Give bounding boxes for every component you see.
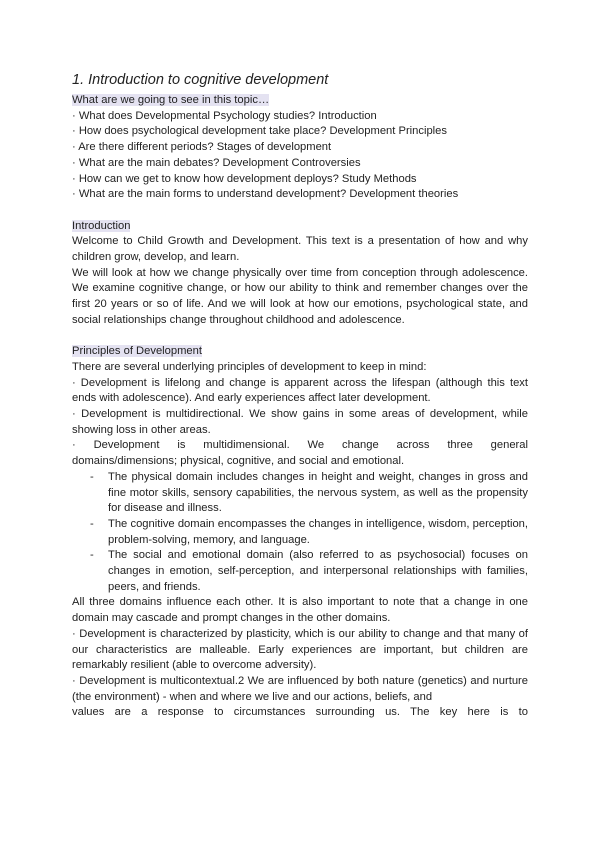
intro-paragraph: Welcome to Child Growth and Development. This text is a presentation of how and why children grow, develop, and learn.: [72, 235, 528, 264]
principles-heading: [72, 344, 528, 360]
topic-item: · What does Developmental Psychology studies? Introduction: [72, 109, 377, 122]
influence-paragraph: All three domains influence each other. It is also important to note that a change in one domain may cascade and prompt changes in the other domains.: [72, 596, 528, 625]
principles-lead: There are several underlying principles of development to keep in mind:: [72, 360, 427, 373]
principle-bullet-line: values are a response to circumstances surrounding us. The key here is to: [72, 706, 528, 719]
page-title: 1. Introduction to cognitive development: [72, 72, 329, 88]
topic-item: · What are the main debates? Development Controversies: [72, 156, 361, 169]
principle-bullet: · Development is lifelong and change is apparent across the lifespan (although this text ends with adolescence). And early experiences affect later development.: [72, 376, 528, 405]
topic-item: · How does psychological development take place? Development Principles: [72, 125, 447, 138]
intro-heading-text: Introduction: [72, 219, 131, 232]
principle-bullet: · Development is multicontextual.2 We are influenced by both nature (genetics) and nurture (the environment) - when and where we live and our actions, beliefs, and: [72, 674, 528, 703]
topic-heading: [72, 93, 528, 109]
domain-item: [72, 470, 528, 517]
principles-heading-text: Principles of Development: [72, 345, 202, 358]
dash-marker: -: [90, 549, 94, 562]
domain-item: [72, 517, 528, 548]
topic-list: [72, 109, 528, 203]
domain-text: The physical domain includes changes in height and weight, changes in gross and fine motor skills, sensory capabilities, the nervous system, as well as the propensity for disease and illness.: [108, 470, 528, 515]
intro-paragraph: We will look at how we change physically over time from conception through adolescence. We examine cognitive change, or how our ability to think and remember changes over the first 20 years or so of life. And we will look at how our emotions, psychological state, and social relationships change throughout childhood and adolescence.: [72, 266, 528, 326]
principle-bullet: · Development is multidirectional. We show gains in some areas of development, while showing loss in other areas.: [72, 408, 528, 436]
domain-item: [72, 548, 528, 595]
domain-list: [72, 470, 528, 596]
principle-bullet: · Development is characterized by plasticity, which is our ability to change and that many of our characteristics are malleable. Early experiences are important, but children are remarkably resilient (able to overcome adversity).: [72, 627, 528, 672]
dash-marker: -: [90, 517, 94, 530]
spacer: [72, 203, 528, 219]
principle-bullet-line: domains/dimensions; physical, cognitive, and social and emotional.: [72, 455, 405, 468]
topic-item: · Are there different periods? Stages of development: [72, 141, 332, 154]
domain-text: The social and emotional domain (also referred to as psychosocial) focuses on changes in emotion, self-perception, and interpersonal relationships with families, peers, and friends.: [108, 549, 528, 593]
intro-heading: [72, 219, 528, 235]
principle-bullet-line: · Development is multidimensional. We change across three general: [72, 439, 528, 452]
topic-heading-text: What are we going to see in this topic…: [72, 94, 270, 106]
spacer: [72, 329, 528, 345]
dash-marker: -: [90, 470, 94, 483]
topic-item: · What are the main forms to understand development? Development theories: [72, 188, 459, 201]
domain-text: The cognitive domain encompasses the changes in intelligence, wisdom, perception, problem-solving, memory, and language.: [108, 517, 528, 546]
topic-item: · How can we get to know how development deploys? Study Methods: [72, 172, 417, 185]
